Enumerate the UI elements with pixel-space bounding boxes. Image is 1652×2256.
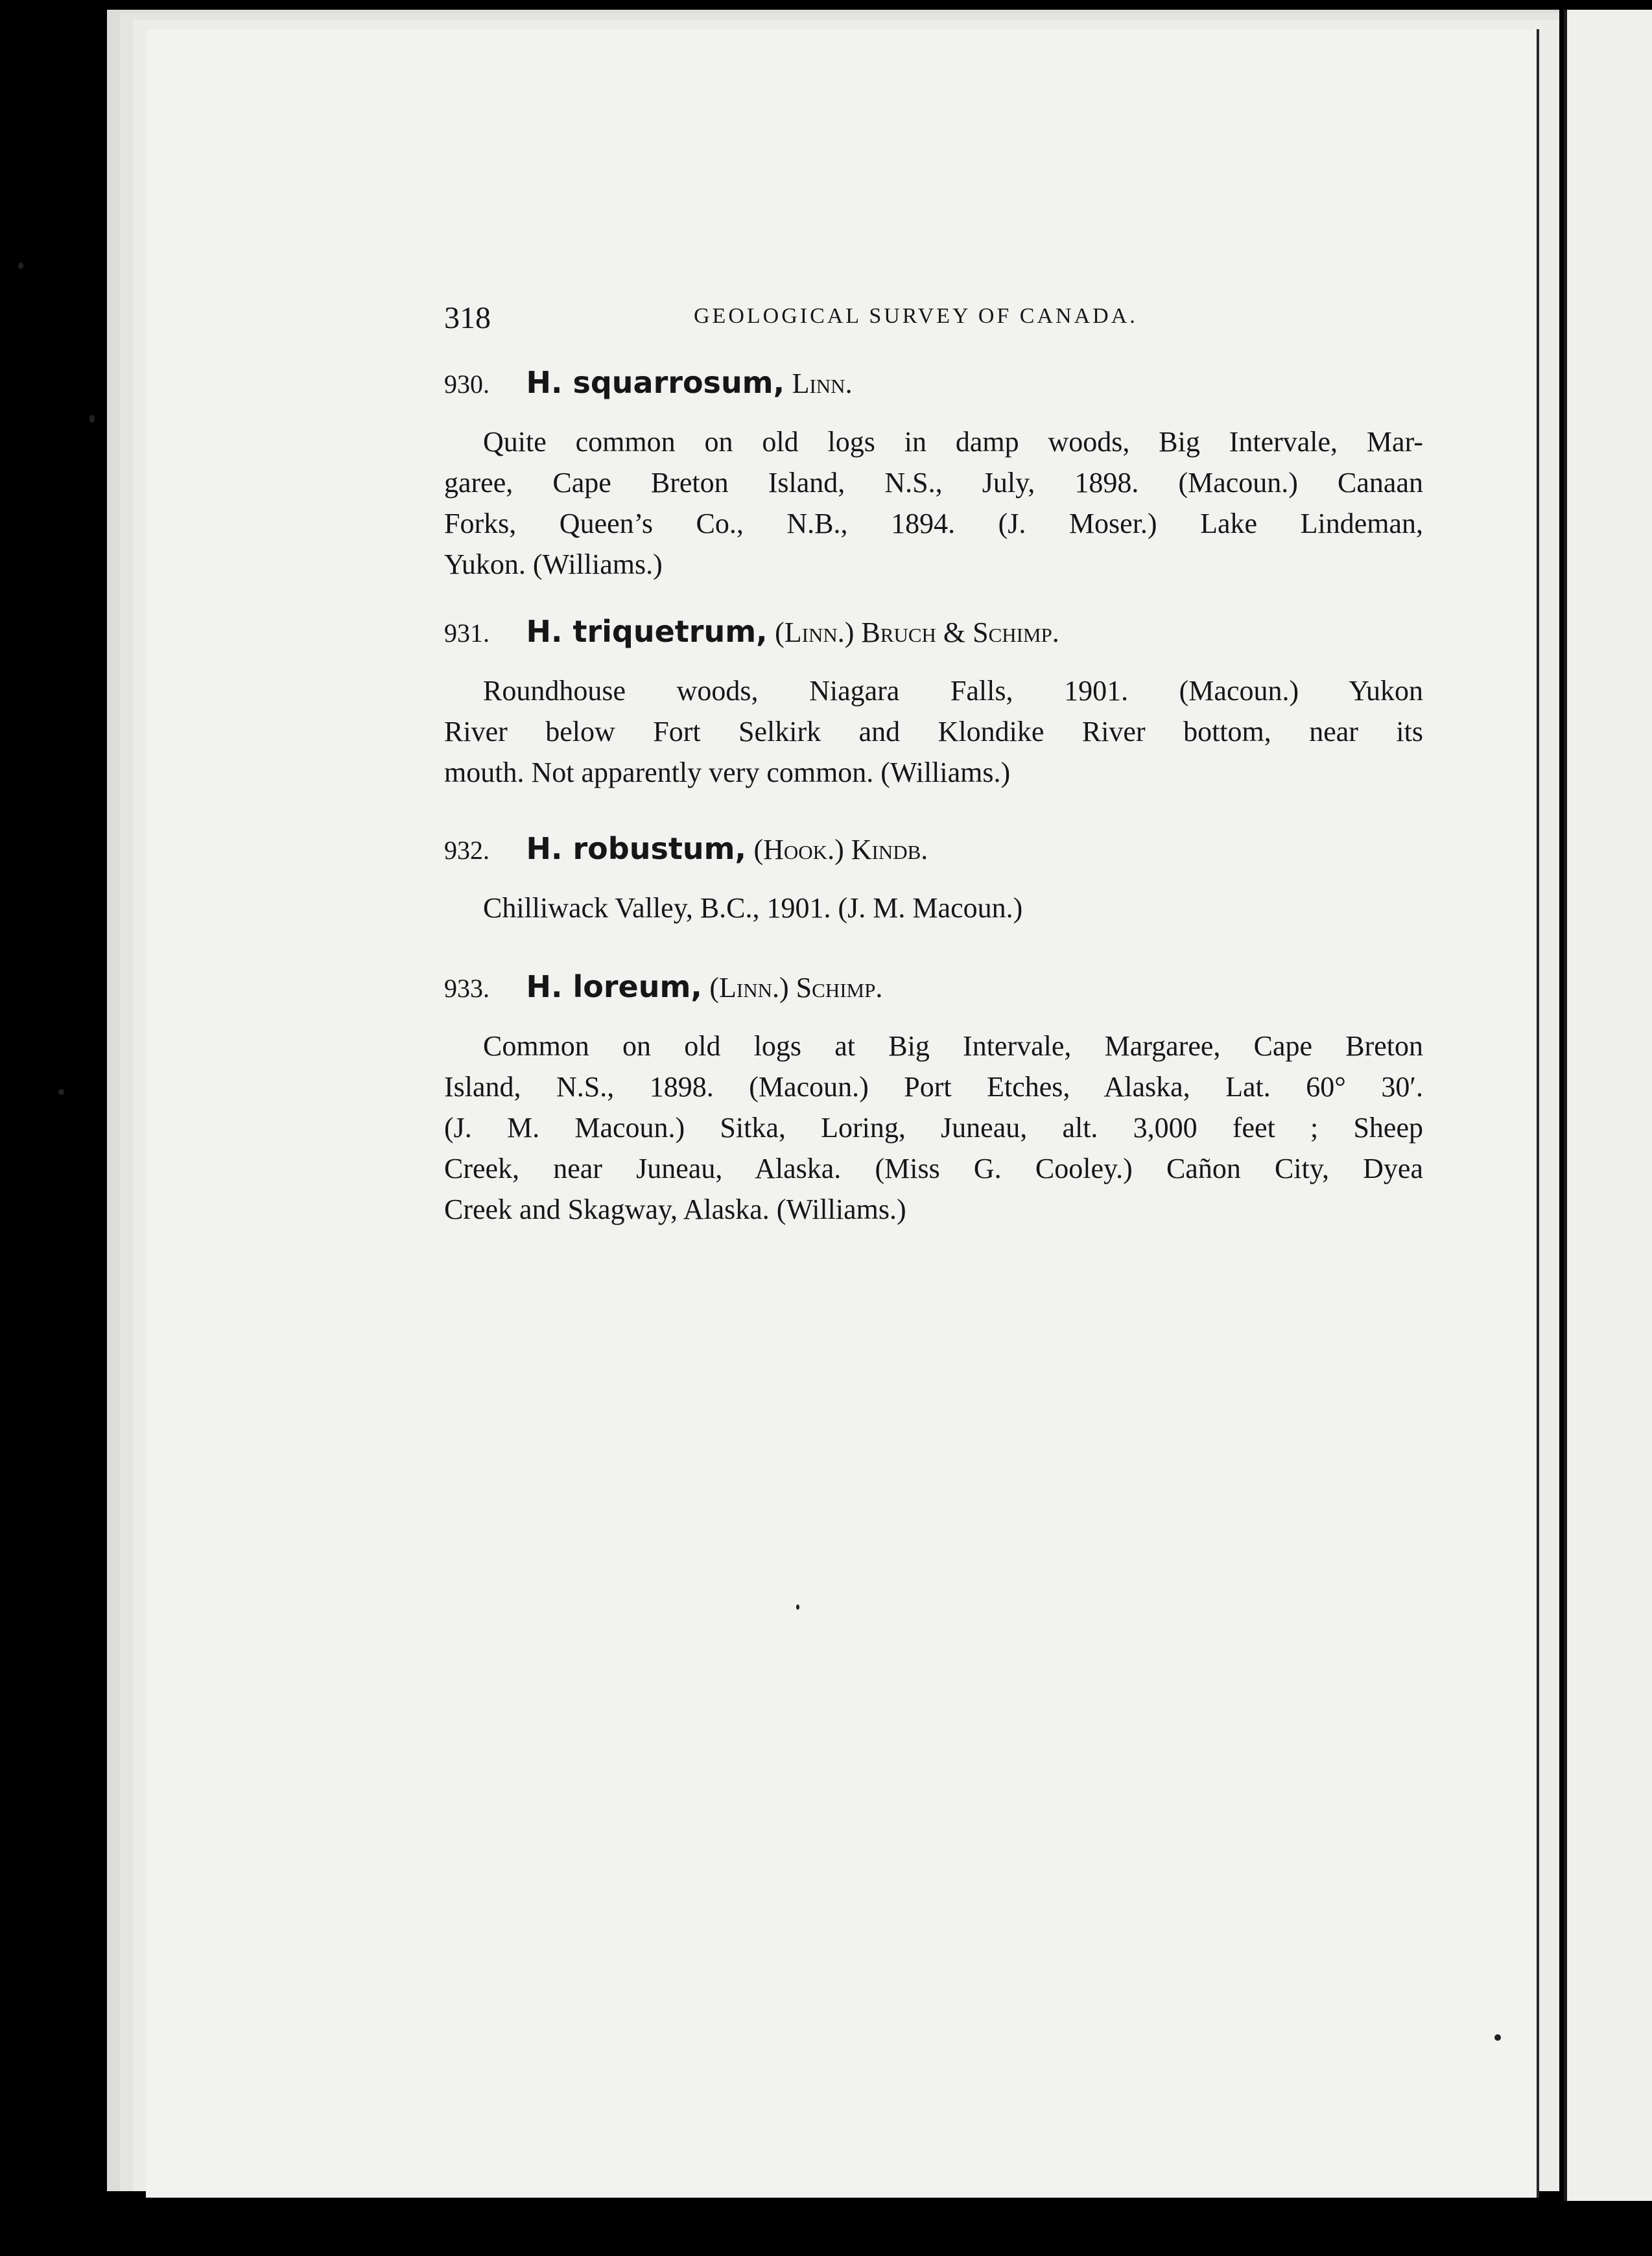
entry-number: 933. — [444, 974, 490, 1003]
entry-number: 932. — [444, 836, 490, 865]
text-line: Common on old logs at Big Intervale, Margaree, Cape Breton — [483, 1030, 1423, 1062]
text-line: mouth. Not apparently very common. (Williams.) — [444, 757, 1011, 788]
text-line: River below Fort Selkirk and Klondike River bottom, near its — [444, 716, 1423, 747]
species-author: (Linn.) Schimp. — [709, 972, 883, 1004]
species-author: Linn. — [792, 368, 853, 399]
text-line: Yukon. (Williams.) — [444, 548, 663, 580]
entry-heading — [444, 966, 1423, 1007]
text-line: garee, Cape Breton Island, N.S., July, 1898. (Macoun.) Canaan — [444, 467, 1423, 499]
page-header — [444, 300, 1293, 339]
text-line: (J. M. Macoun.) Sitka, Loring, Juneau, alt. 3,000 feet ; Sheep — [444, 1112, 1423, 1144]
text-line: Roundhouse woods, Niagara Falls, 1901. (Macoun.) Yukon — [483, 675, 1423, 707]
entry-heading — [444, 828, 1423, 869]
species-entry — [444, 828, 1423, 928]
entry-number: 931. — [444, 618, 490, 648]
scan-speck — [18, 263, 23, 269]
entry-text — [444, 1026, 1423, 1230]
adjacent-page — [1564, 10, 1652, 2201]
text-line: Quite common on old logs in damp woods, Big Intervale, Mar- — [483, 426, 1423, 458]
scan-speck — [1494, 2034, 1501, 2041]
species-entry — [444, 966, 1423, 1230]
species-entry — [444, 362, 1423, 585]
scan-speck — [89, 415, 95, 423]
text-line: Island, N.S., 1898. (Macoun.) Port Etches, Alaska, Lat. 60° 30′. — [444, 1071, 1423, 1103]
entry-text — [444, 887, 1423, 928]
entry-heading — [444, 611, 1423, 652]
species-name: H. loreum, — [526, 969, 702, 1004]
scan-speck — [58, 1089, 64, 1095]
species-name: H. triquetrum, — [526, 614, 768, 649]
species-name: H. robustum, — [526, 831, 746, 866]
text-line: Chilliwack Valley, B.C., 1901. (J. M. Macoun.) — [483, 892, 1023, 924]
running-title: GEOLOGICAL SURVEY OF CANADA. — [694, 304, 1138, 328]
species-entry — [444, 611, 1423, 793]
text-line: Forks, Queen’s Co., N.B., 1894. (J. Moser.) Lake Lindeman, — [444, 508, 1423, 539]
species-name: H. squarrosum, — [526, 365, 785, 400]
text-line: Creek, near Juneau, Alaska. (Miss G. Cooley.) Cañon City, Dyea — [444, 1153, 1423, 1184]
entry-number: 930. — [444, 370, 490, 399]
entry-text — [444, 670, 1423, 793]
page-number: 318 — [444, 301, 491, 335]
species-author: (Linn.) Bruch & Schimp. — [775, 617, 1059, 648]
species-author: (Hook.) Kindb. — [753, 834, 928, 865]
text-line: Creek and Skagway, Alaska. (Williams.) — [444, 1193, 906, 1225]
entry-text — [444, 421, 1423, 585]
entry-heading — [444, 362, 1423, 403]
scan-speck — [796, 1604, 799, 1610]
